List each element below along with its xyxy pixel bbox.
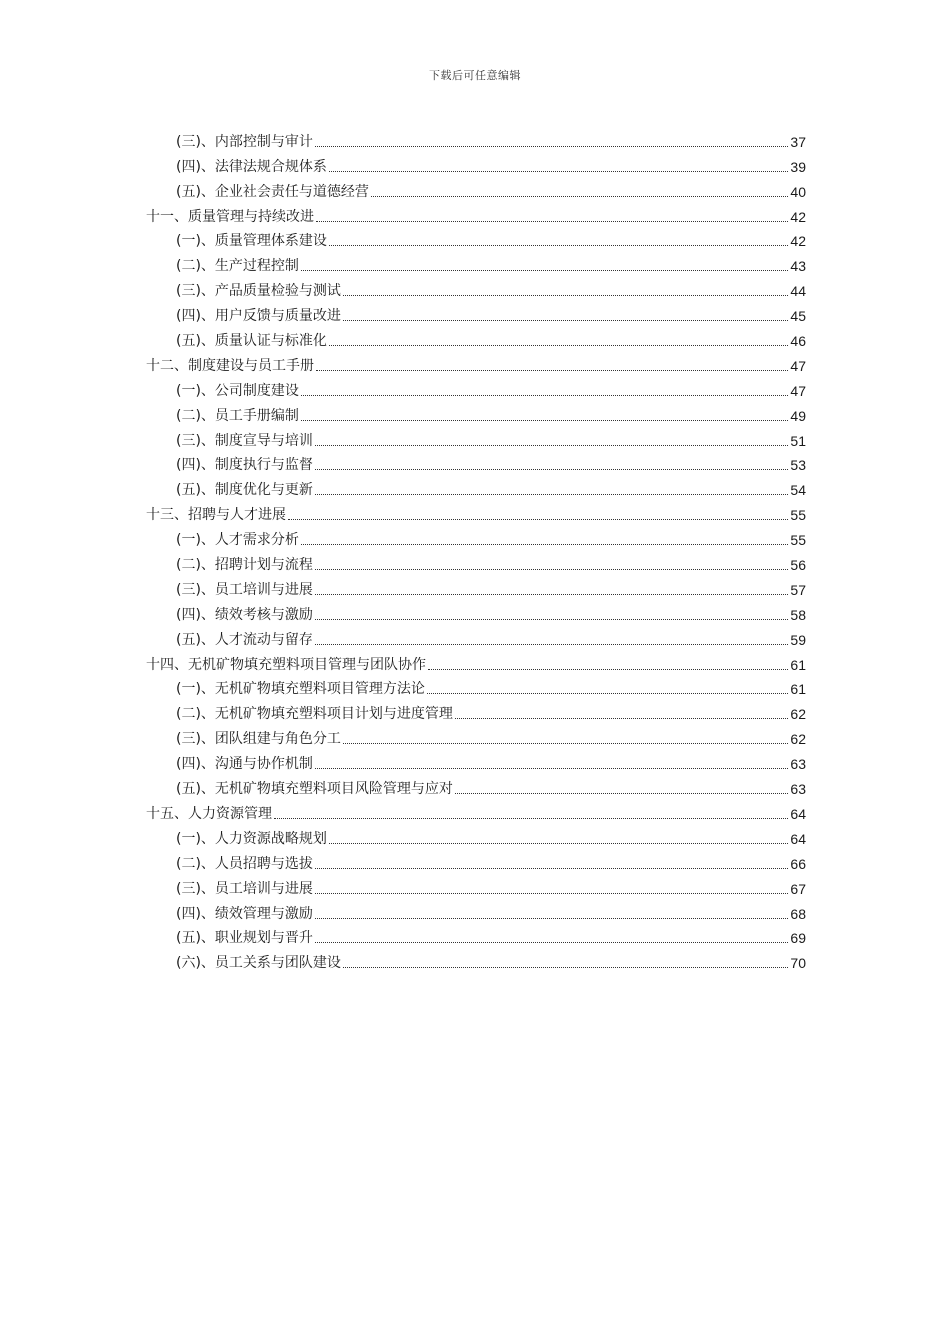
toc-entry-title: (三)、团队组建与角色分工 xyxy=(176,731,341,748)
toc-page-number: 55 xyxy=(790,507,806,524)
toc-dot-leader xyxy=(343,294,788,296)
toc-entry-title: (四)、制度执行与监督 xyxy=(176,457,313,474)
toc-entry-title: 十二、制度建设与员工手册 xyxy=(146,357,314,374)
toc-section-entry[interactable] xyxy=(146,375,806,400)
toc-page-number: 49 xyxy=(790,407,806,424)
toc-page-number: 62 xyxy=(790,706,806,723)
toc-dot-leader xyxy=(315,892,788,894)
toc-page-number: 66 xyxy=(790,855,806,872)
toc-section-entry[interactable] xyxy=(146,947,806,972)
toc-section-entry[interactable] xyxy=(146,674,806,699)
toc-section-entry[interactable] xyxy=(146,474,806,499)
toc-dot-leader xyxy=(427,692,788,694)
toc-dot-leader xyxy=(274,817,788,819)
toc-entry-title: (五)、质量认证与标准化 xyxy=(176,333,327,350)
toc-page-number: 55 xyxy=(790,532,806,549)
toc-entry-title: (三)、员工培训与进展 xyxy=(176,880,313,897)
toc-page-number: 70 xyxy=(790,955,806,972)
toc-entry-title: (五)、职业规划与晋升 xyxy=(176,930,313,947)
toc-dot-leader xyxy=(455,717,788,719)
toc-page-number: 37 xyxy=(790,133,806,150)
toc-page-number: 53 xyxy=(790,457,806,474)
toc-dot-leader xyxy=(315,444,788,446)
toc-entry-title: (二)、人员招聘与选拔 xyxy=(176,855,313,872)
toc-entry-title: (一)、公司制度建设 xyxy=(176,382,299,399)
toc-dot-leader xyxy=(329,244,788,246)
toc-dot-leader xyxy=(371,195,788,197)
toc-dot-leader xyxy=(316,369,788,371)
toc-dot-leader xyxy=(315,867,788,869)
toc-entry-title: (二)、招聘计划与流程 xyxy=(176,557,313,574)
toc-section-entry[interactable] xyxy=(146,574,806,599)
toc-section-entry[interactable] xyxy=(146,176,806,201)
toc-page-number: 51 xyxy=(790,432,806,449)
toc-section-entry[interactable] xyxy=(146,300,806,325)
toc-dot-leader xyxy=(288,518,788,520)
toc-page-number: 64 xyxy=(790,805,806,822)
toc-entry-title: (五)、企业社会责任与道德经营 xyxy=(176,183,369,200)
toc-page-number: 45 xyxy=(790,308,806,325)
toc-section-entry[interactable] xyxy=(146,226,806,251)
toc-entry-title: 十五、人力资源管理 xyxy=(146,805,272,822)
toc-entry-title: (三)、产品质量检验与测试 xyxy=(176,283,341,300)
toc-page-number: 61 xyxy=(790,656,806,673)
toc-entry-title: (二)、员工手册编制 xyxy=(176,407,299,424)
toc-page-number: 61 xyxy=(790,681,806,698)
toc-page-number: 67 xyxy=(790,880,806,897)
toc-page-number: 64 xyxy=(790,830,806,847)
toc-dot-leader xyxy=(315,917,788,919)
toc-dot-leader xyxy=(315,468,788,470)
toc-entry-title: (四)、用户反馈与质量改进 xyxy=(176,308,341,325)
toc-section-entry[interactable] xyxy=(146,723,806,748)
toc-entry-title: 十一、质量管理与持续改进 xyxy=(146,208,314,225)
toc-page-number: 54 xyxy=(790,482,806,499)
toc-section-entry[interactable] xyxy=(146,325,806,350)
toc-page-number: 62 xyxy=(790,731,806,748)
toc-entry-title: (四)、沟通与协作机制 xyxy=(176,756,313,773)
toc-entry-title: (一)、无机矿物填充塑料项目管理方法论 xyxy=(176,681,425,698)
toc-section-entry[interactable] xyxy=(146,400,806,425)
toc-page-number: 56 xyxy=(790,557,806,574)
toc-entry-title: (三)、制度宣导与培训 xyxy=(176,432,313,449)
toc-dot-leader xyxy=(343,319,788,321)
toc-chapter-entry[interactable] xyxy=(146,201,806,226)
toc-section-entry[interactable] xyxy=(146,873,806,898)
toc-entry-title: (六)、员工关系与团队建设 xyxy=(176,955,341,972)
toc-dot-leader xyxy=(301,543,788,545)
toc-entry-title: (一)、人才需求分析 xyxy=(176,532,299,549)
toc-section-entry[interactable] xyxy=(146,848,806,873)
toc-chapter-entry[interactable] xyxy=(146,499,806,524)
toc-dot-leader xyxy=(343,966,788,968)
toc-dot-leader xyxy=(315,618,788,620)
toc-section-entry[interactable] xyxy=(146,450,806,475)
toc-page-number: 42 xyxy=(790,208,806,225)
toc-page-number: 42 xyxy=(790,233,806,250)
toc-dot-leader xyxy=(455,792,788,794)
toc-page-number: 40 xyxy=(790,183,806,200)
toc-entry-title: (五)、人才流动与留存 xyxy=(176,631,313,648)
toc-entry-title: (三)、员工培训与进展 xyxy=(176,581,313,598)
toc-section-entry[interactable] xyxy=(146,250,806,275)
toc-dot-leader xyxy=(315,568,788,570)
toc-page-number: 43 xyxy=(790,258,806,275)
toc-page-number: 58 xyxy=(790,606,806,623)
toc-dot-leader xyxy=(316,220,788,222)
toc-dot-leader xyxy=(315,145,788,147)
toc-dot-leader xyxy=(329,344,788,346)
toc-section-entry[interactable] xyxy=(146,823,806,848)
toc-entry-title: (五)、无机矿物填充塑料项目风险管理与应对 xyxy=(176,781,453,798)
toc-dot-leader xyxy=(301,419,788,421)
toc-page-number: 46 xyxy=(790,333,806,350)
toc-page-number: 57 xyxy=(790,581,806,598)
toc-page-number: 47 xyxy=(790,382,806,399)
page-header-note: 下载后可任意编辑 xyxy=(429,69,521,82)
toc-page-number: 63 xyxy=(790,756,806,773)
toc-dot-leader xyxy=(329,170,788,172)
toc-chapter-entry[interactable] xyxy=(146,649,806,674)
toc-section-entry[interactable] xyxy=(146,599,806,624)
toc-entry-title: (四)、绩效考核与激励 xyxy=(176,606,313,623)
toc-section-entry[interactable] xyxy=(146,151,806,176)
toc-entry-title: 十三、招聘与人才进展 xyxy=(146,507,286,524)
toc-dot-leader xyxy=(343,742,788,744)
toc-entry-title: 十四、无机矿物填充塑料项目管理与团队协作 xyxy=(146,656,426,673)
toc-page-number: 47 xyxy=(790,357,806,374)
toc-section-entry[interactable] xyxy=(146,898,806,923)
toc-dot-leader xyxy=(428,668,788,670)
toc-entry-title: (二)、无机矿物填充塑料项目计划与进度管理 xyxy=(176,706,453,723)
toc-page-number: 69 xyxy=(790,930,806,947)
toc-dot-leader xyxy=(315,593,788,595)
toc-entry-title: (一)、人力资源战略规划 xyxy=(176,830,327,847)
toc-dot-leader xyxy=(301,394,788,396)
toc-dot-leader xyxy=(315,493,788,495)
toc-section-entry[interactable] xyxy=(146,126,806,151)
toc-section-entry[interactable] xyxy=(146,698,806,723)
toc-dot-leader xyxy=(301,269,788,271)
toc-dot-leader xyxy=(315,767,788,769)
toc-section-entry[interactable] xyxy=(146,624,806,649)
toc-entry-title: (四)、法律法规合规体系 xyxy=(176,158,327,175)
toc-section-entry[interactable] xyxy=(146,425,806,450)
toc-entry-title: (五)、制度优化与更新 xyxy=(176,482,313,499)
toc-page-number: 39 xyxy=(790,158,806,175)
toc-entry-title: (二)、生产过程控制 xyxy=(176,258,299,275)
toc-page-number: 44 xyxy=(790,283,806,300)
toc-dot-leader xyxy=(315,941,788,943)
toc-section-entry[interactable] xyxy=(146,748,806,773)
toc-entry-title: (四)、绩效管理与激励 xyxy=(176,905,313,922)
toc-dot-leader xyxy=(329,842,788,844)
toc-page-number: 63 xyxy=(790,781,806,798)
toc-chapter-entry[interactable] xyxy=(146,350,806,375)
toc-page-number: 59 xyxy=(790,631,806,648)
toc-section-entry[interactable] xyxy=(146,923,806,948)
toc-entry-title: (一)、质量管理体系建设 xyxy=(176,233,327,250)
toc-section-entry[interactable] xyxy=(146,773,806,798)
toc-section-entry[interactable] xyxy=(146,275,806,300)
toc-section-entry[interactable] xyxy=(146,549,806,574)
toc-page-number: 68 xyxy=(790,905,806,922)
toc-entry-title: (三)、内部控制与审计 xyxy=(176,133,313,150)
toc-chapter-entry[interactable] xyxy=(146,798,806,823)
toc-dot-leader xyxy=(315,643,788,645)
toc-section-entry[interactable] xyxy=(146,524,806,549)
table-of-contents xyxy=(146,126,806,972)
